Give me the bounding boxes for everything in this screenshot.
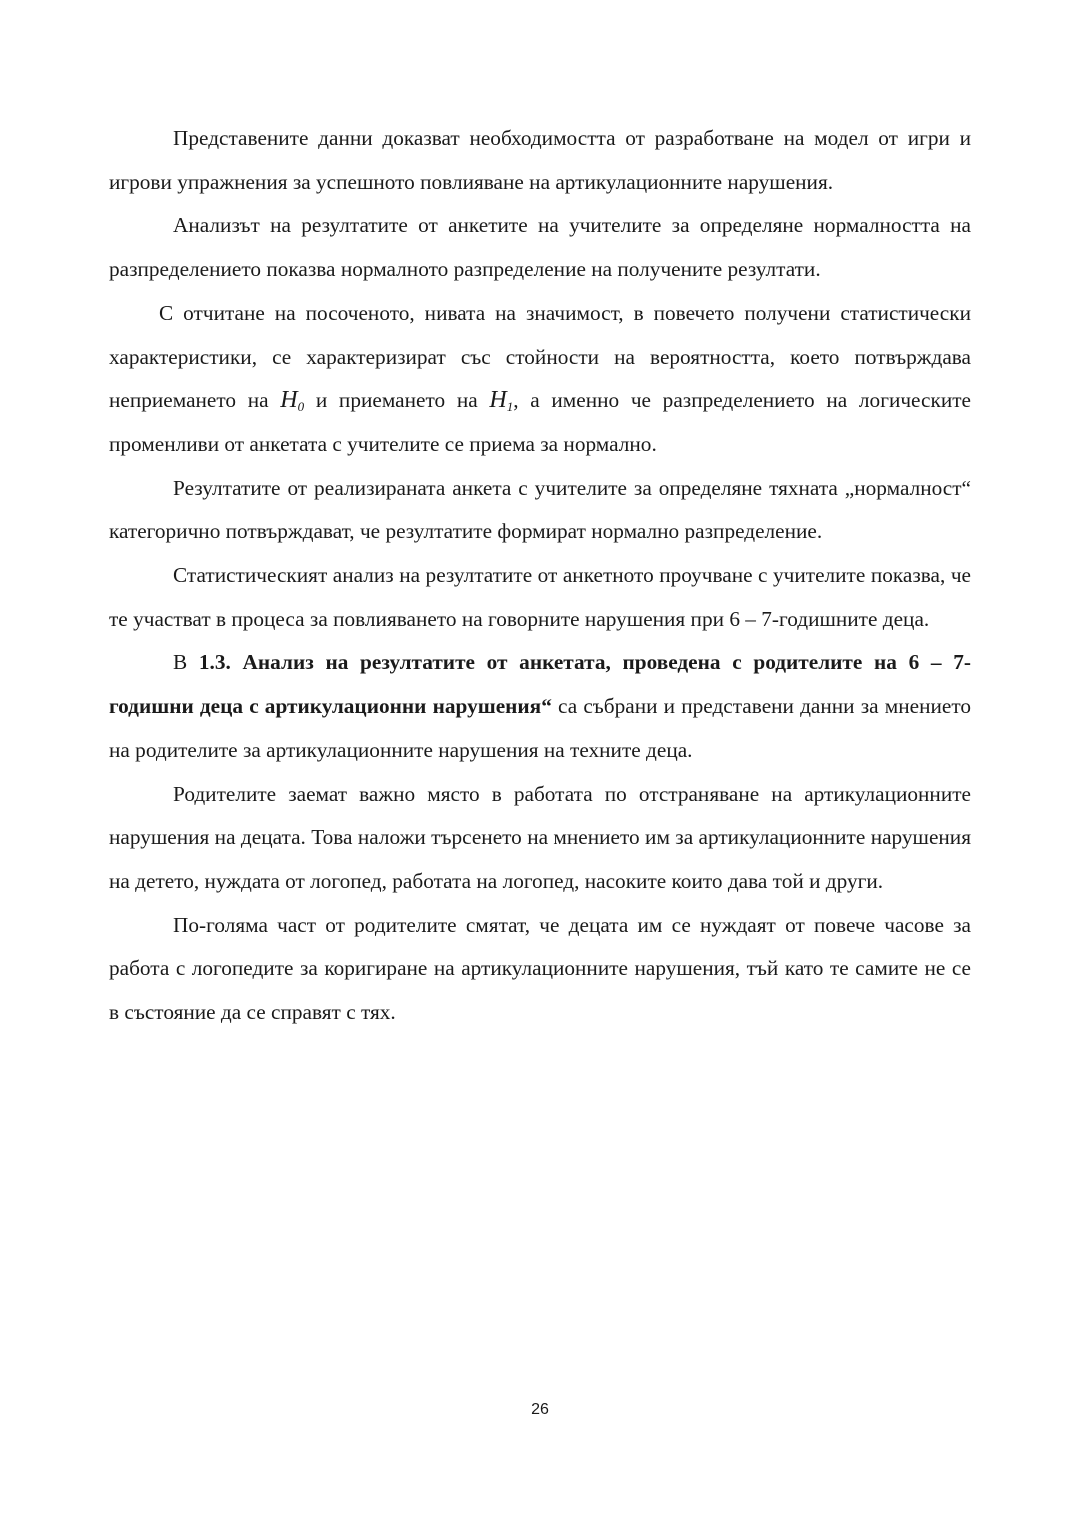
paragraph-model-need: Представените данни доказват необходимостта от разработване на модел от игри и игрови упражнения за успешното повлияване на артикулационните нарушения. bbox=[109, 126, 971, 194]
paragraph-survey-results: Резултатите от реализираната анкета с учителите за определяне тяхната „нормалност“ категорично потвърждават, че резултатите формират нормално разпределение. bbox=[109, 475, 971, 544]
body-text bbox=[109, 117, 971, 1035]
section-reference-title: 1.3. Анализ на резултатите от анкетата, проведена с родителите на 6 – 7-годишни деца с артикулационни нарушения“ bbox=[109, 650, 971, 719]
section-reference-rest: са събрани и представени данни за мнението на родителите за артикулационните нарушения на техните деца. bbox=[109, 694, 971, 762]
hypothesis-h1: $H_1$ bbox=[489, 387, 514, 415]
significance-text-1: С отчитане на посоченото, нивата на значимост, в повечето получени статистически характеристики, се характеризират със стойности на вероятността, което потвърждава неприемането на bbox=[109, 300, 971, 413]
page-number: 26 bbox=[531, 1401, 549, 1418]
paragraph-statistical-analysis: Статистическият анализ на резултатите от анкетното проучване с учителите показва, че те участват в процеса за повлияването на говорните нарушения при 6 – 7-годишните деца. bbox=[109, 563, 971, 631]
significance-text-3: , а именно че разпределението на логическите променливи от анкетата с учителите се приема за нормално. bbox=[109, 388, 971, 456]
paragraph-teachers-normality: Анализът на резултатите от анкетите на учителите за определяне нормалността на разпределението показва нормалното разпределение на получените резултати. bbox=[109, 213, 971, 282]
section-reference-lead: В bbox=[173, 650, 199, 675]
paragraph-section-reference bbox=[109, 641, 971, 772]
paragraph-significance bbox=[109, 292, 971, 467]
paragraph-parents-opinion: По-голяма част от родителите смятат, че децата им се нуждаят от повече часове за работа с логопедите за коригиране на артикулационните нарушения, тъй като те самите не се в състояние да се справят с тях. bbox=[109, 912, 971, 1025]
hypothesis-h0: $H_0$ bbox=[280, 387, 305, 415]
significance-text-2: и приемането на bbox=[304, 388, 490, 413]
paragraph-parents-role: Родителите заемат важно място в работата по отстраняване на артикулационните нарушения на децата. Това наложи търсенето на мнението им за артикулационните нарушения на детето, нуждата от логопед, работата на логопед, насоките които дава той и други. bbox=[109, 781, 971, 893]
